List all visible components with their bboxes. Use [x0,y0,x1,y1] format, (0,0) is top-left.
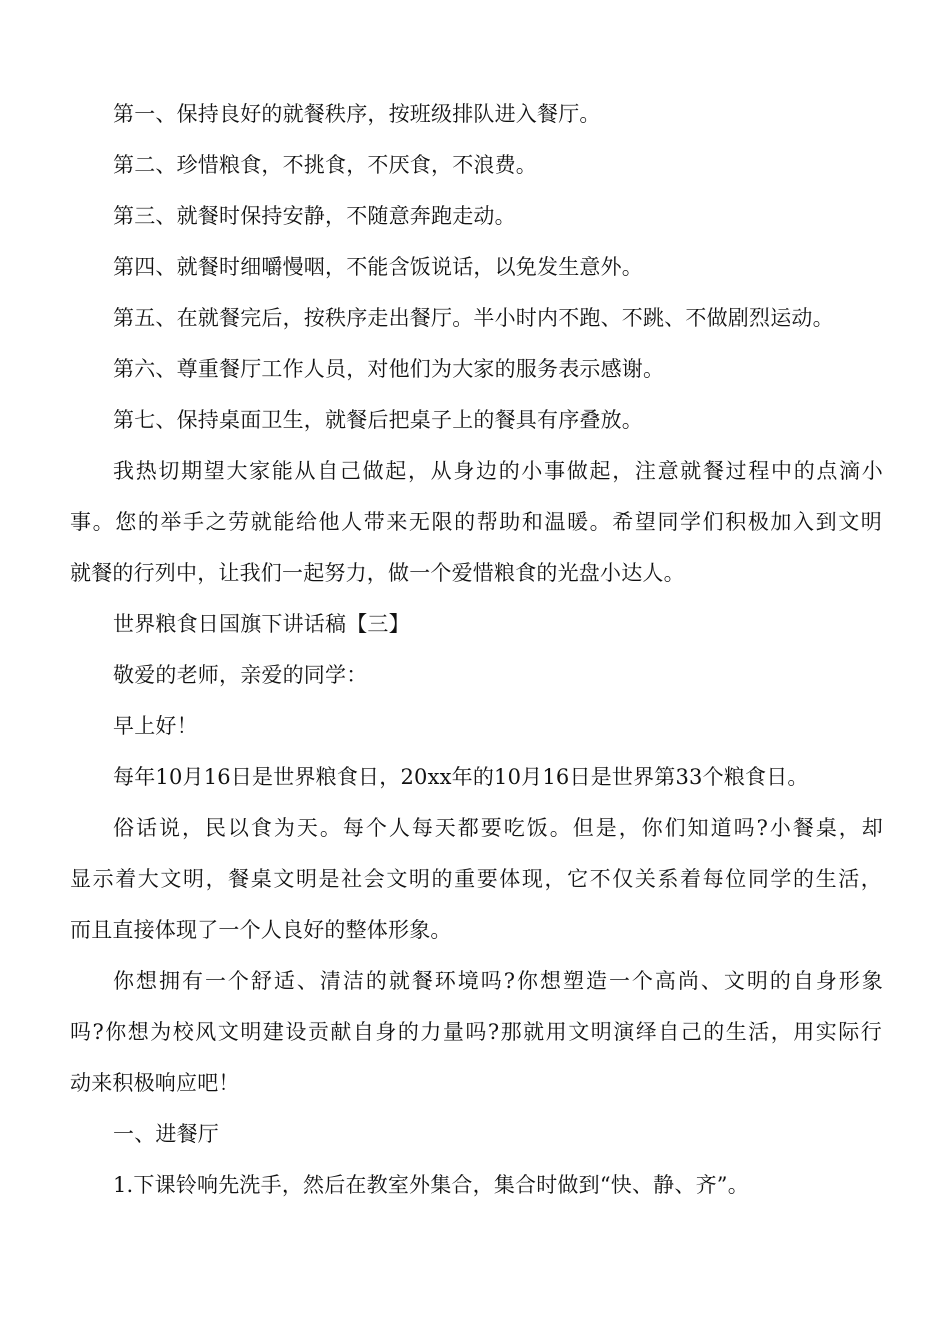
paragraph-line: 每年10月16日是世界粮食日，20xx年的10月16日是世界第33个粮食日。 [113,765,809,789]
rule-6: 第六、尊重餐厅工作人员，对他们为大家的服务表示感谢。 [113,357,665,381]
paragraph-line: 就餐的行列中，让我们一起努力，做一个爱惜粮食的光盘小达人。 [70,561,685,585]
subsection-heading: 一、进餐厅 [113,1122,219,1146]
paragraph-line: 事。您的举手之劳就能给他人带来无限的帮助和温暖。希望同学们积极加入到文明 [70,510,882,534]
list-item: 1.下课铃响先洗手，然后在教室外集合，集合时做到“快、静、齐”。 [113,1173,749,1197]
rule-4: 第四、就餐时细嚼慢咽，不能含饭说话，以免发生意外。 [113,255,643,279]
greeting: 早上好！ [113,714,198,738]
paragraph-line: 俗话说，民以食为天。每个人每天都要吃饭。但是，你们知道吗?小餐桌，却 [113,816,883,840]
paragraph-line: 你想拥有一个舒适、清洁的就餐环境吗?你想塑造一个高尚、文明的自身形象 [113,969,883,993]
paragraph-line: 我热切期望大家能从自己做起，从身边的小事做起，注意就餐过程中的点滴小 [113,459,883,483]
salutation: 敬爱的老师，亲爱的同学： [113,663,368,687]
rule-1: 第一、保持良好的就餐秩序，按班级排队进入餐厅。 [113,102,601,126]
paragraph-line: 而且直接体现了一个人良好的整体形象。 [70,918,452,942]
rule-5: 第五、在就餐完后，按秩序走出餐厅。半小时内不跑、不跳、不做剧烈运动。 [113,306,834,330]
rule-3: 第三、就餐时保持安静，不随意奔跑走动。 [113,204,516,228]
paragraph-line: 动来积极响应吧！ [70,1071,240,1095]
section-heading: 世界粮食日国旗下讲话稿【三】 [113,612,410,636]
paragraph-line: 吗?你想为校风文明建设贡献自身的力量吗?那就用文明演绎自己的生活，用实际行 [70,1020,882,1044]
rule-2: 第二、珍惜粮食，不挑食，不厌食，不浪费。 [113,153,537,177]
rule-7: 第七、保持桌面卫生，就餐后把桌子上的餐具有序叠放。 [113,408,643,432]
paragraph-line: 显示着大文明，餐桌文明是社会文明的重要体现，它不仅关系着每位同学的生活， [70,867,882,891]
